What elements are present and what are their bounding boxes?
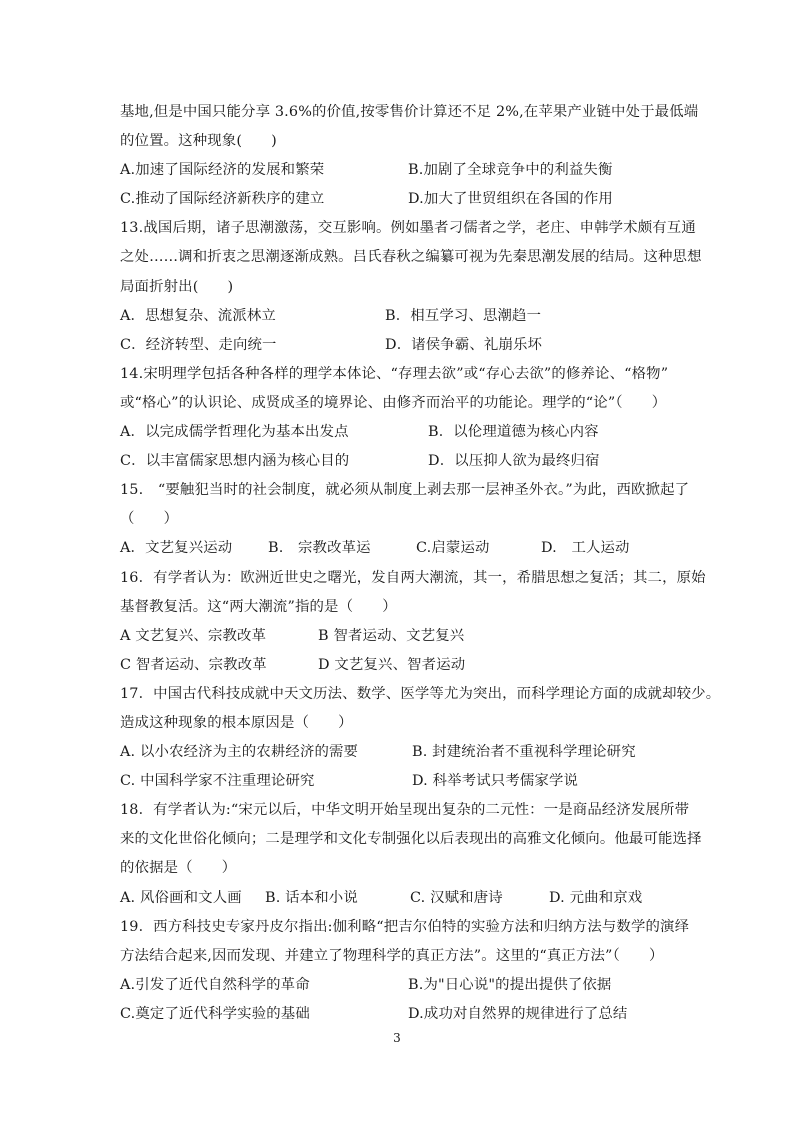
question-stem-line: 方法结合起来,因而发现、并建立了物理科学的真正方法”。这里的“真正方法”（ ） <box>120 947 664 964</box>
option-row <box>120 534 680 563</box>
question-stem-line: 之处……调和折衷之思潮逐渐成熟。吕氏春秋之编纂可视为先秦思潮发展的结局。这种思想 <box>120 249 702 266</box>
option-row <box>120 767 680 796</box>
option-row <box>120 1000 680 1029</box>
option-c: C.奠定了近代科学实验的基础 <box>120 1005 310 1022</box>
option-a: A.引发了近代自然科学的革命 <box>120 976 310 993</box>
option-b: B．以伦理道德为核心内容 <box>428 424 599 441</box>
option-d: D．诸侯争霸、礼崩乐坏 <box>385 336 543 353</box>
option-a: A．以完成儒学哲理化为基本出发点 <box>120 424 349 441</box>
option-row <box>120 884 680 913</box>
option-row <box>120 156 680 185</box>
question-stem-line: 14.宋明理学包括各种各样的理学本体论、“存理去欲”或“存心去欲”的修养论、“格物” <box>120 365 669 382</box>
question-stem-line: 13.战国后期，诸子思潮激荡，交互影响。例如墨者刁儒者之学，老庄、申韩学术颇有互通 <box>120 220 696 237</box>
question-18 <box>120 796 702 912</box>
option-b: B. 宗教改革运 <box>268 540 371 557</box>
question-stem-line: 基督教复活。这“两大潮流”指的是（ ） <box>120 598 397 615</box>
option-row <box>120 185 680 214</box>
option-d: D.成功对自然界的规律进行了总结 <box>408 1005 628 1022</box>
question-stem-line: 的位置。这种现象( ) <box>120 133 277 150</box>
question-15 <box>120 476 690 563</box>
option-b: B. 话本和小说 <box>265 889 358 906</box>
option-row <box>120 418 680 447</box>
option-row <box>120 331 680 360</box>
option-a: A 文艺复兴、宗教改革 <box>120 627 267 644</box>
question-stem-line: 来的文化世俗化倾向；二是理学和文化专制强化以后表现出的高雅文化倾向。他最可能选择 <box>120 831 702 848</box>
option-c: C. 汉赋和唐诗 <box>410 889 503 906</box>
option-row <box>120 651 680 680</box>
option-c: C. 中国科学家不注重理论研究 <box>120 773 315 790</box>
question-stem-line: 局面折射出( ) <box>120 278 234 295</box>
option-a: A．思想复杂、流派林立 <box>120 307 276 324</box>
option-d: D. 科举考试只考儒家学说 <box>412 773 579 790</box>
option-row <box>120 622 680 651</box>
option-c: C.启蒙运动 <box>416 540 490 557</box>
exam-page <box>120 98 721 1029</box>
question-stem-line: （ ） <box>120 511 179 528</box>
question-stem-line: 基地,但是中国只能分享 3.6%的价值,按零售价计算还不足 2%,在苹果产业链中处于最低端 <box>120 104 699 120</box>
question-17 <box>120 680 721 796</box>
option-b: B．相互学习、思潮趋一 <box>385 307 542 324</box>
option-a: A.加速了国际经济的发展和繁荣 <box>120 162 325 179</box>
option-d: D 文艺复兴、智者运动 <box>318 656 466 673</box>
question-stem-line: 17．中国古代科技成就中天文历法、数学、医学等尤为突出，而科学理论方面的成就却较少。 <box>120 685 721 702</box>
question-13 <box>120 214 702 359</box>
option-c: C.推动了国际经济新秩序的建立 <box>120 191 325 208</box>
option-b: B.为"日心说"的提出提供了依据 <box>408 976 612 993</box>
question-19 <box>120 913 690 1029</box>
question-stem-line: 16．有学者认为：欧洲近世史之曙光，发自两大潮流，其一，希腊思想之复活；其二，原始 <box>120 569 706 586</box>
option-b: B. 封建统治者不重视科学理论研究 <box>412 744 636 761</box>
option-d: D．以压抑人欲为最终归宿 <box>428 453 600 470</box>
question-stem-line: 或“格心”的认识论、成贤成圣的境界论、由修齐而治平的功能论。理学的“论”（ ） <box>120 394 667 411</box>
option-d: D.加大了世贸组织在各国的作用 <box>408 191 613 208</box>
option-c: C．经济转型、走向统一 <box>120 336 277 353</box>
question-stem-line: 19．西方科技史专家丹皮尔指出:伽利略“把吉尔伯特的实验方法和归纳方法与数学的演绎 <box>120 918 690 935</box>
option-c: C 智者运动、宗教改革 <box>120 656 267 673</box>
option-row <box>120 302 680 331</box>
question-stem-line: 造成这种现象的根本原因是（ ） <box>120 714 353 731</box>
question-stem-line: 18．有学者认为:“宋元以后，中华文明开始呈现出复杂的二元性：一是商品经济发展所带 <box>120 802 690 819</box>
question-14 <box>120 360 680 476</box>
option-row <box>120 738 680 767</box>
option-a: A．文艺复兴运动 <box>120 540 233 557</box>
page-number: 3 <box>393 1031 401 1045</box>
question-12 <box>120 98 699 214</box>
option-row <box>120 971 680 1000</box>
question-stem-line: 15. “要触犯当时的社会制度，就必须从制度上剥去那一层神圣外衣。”为此，西欧掀起了 <box>120 482 690 499</box>
option-a: A. 风俗画和文人画 <box>120 889 242 906</box>
option-a: A. 以小农经济为主的农耕经济的需要 <box>120 744 359 761</box>
option-c: C．以丰富儒家思想内涵为核心目的 <box>120 453 350 470</box>
option-b: B 智者运动、文艺复兴 <box>318 627 465 644</box>
option-b: B.加剧了全球竞争中的利益失衡 <box>408 162 613 179</box>
option-d: D. 元曲和京戏 <box>549 889 643 906</box>
option-d: D. 工人运动 <box>541 540 630 557</box>
option-row <box>120 447 680 476</box>
question-stem-line: 的依据是（ ） <box>120 860 237 877</box>
question-16 <box>120 564 706 680</box>
